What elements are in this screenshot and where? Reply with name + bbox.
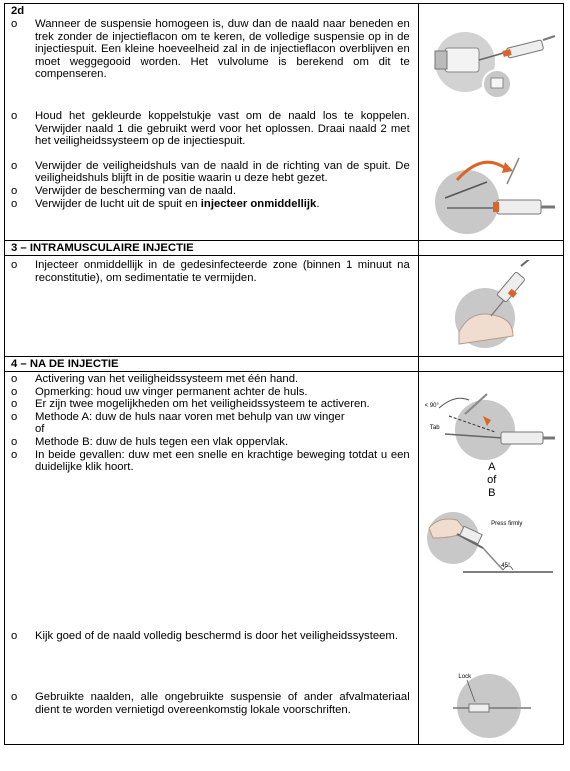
angle45-label: 45° — [501, 563, 511, 569]
list-item — [5, 411, 418, 424]
bullet-text-prefix: Verwijder de lucht uit de spuit en — [35, 197, 201, 210]
bullet-text: Gebruikte naalden, alle ongebruikte suspensie of ander afvalmateriaal dient te worden vernietigd overeenkomstig lokale voorschriften. — [35, 691, 410, 716]
section-4-row — [5, 372, 564, 745]
list-item — [5, 198, 418, 211]
list-item — [5, 160, 418, 185]
bullet-text: Activering van het veiligheidssysteem met één hand. — [35, 373, 299, 385]
bullet-text: Er zijn twee mogelijkheden om het veiligheidssysteem te activeren. — [35, 398, 370, 411]
bullet-text-suffix: . — [316, 197, 320, 210]
bullet-text: Houd het gekleurde koppelstukje vast om de naald los te koppelen. Verwijder naald 1 die gebruikt werd voor het oplossen. Draai naald 2 met het veiligheidssysteem op de injectiespuit. — [35, 109, 410, 148]
bullet-text-bold: injecteer onmiddellijk — [200, 197, 317, 210]
section-3-heading: 3 – INTRAMUSCULAIRE INJECTIE — [11, 242, 194, 254]
list-item — [5, 259, 418, 284]
method-a-illustration — [425, 386, 557, 462]
bullet-marker: o — [11, 385, 18, 398]
list-item — [5, 185, 418, 198]
bullet-marker: o — [11, 435, 18, 448]
bullet-marker: o — [11, 410, 18, 423]
bullet-marker: o — [11, 373, 18, 385]
injection-illustration — [439, 260, 543, 350]
list-item — [5, 449, 418, 474]
bullet-text: Opmerking: houd uw vinger permanent achter de huls. — [35, 385, 308, 398]
lock-label: Lock — [458, 674, 472, 680]
section-2d-images — [418, 4, 563, 241]
section-2d-text — [5, 4, 419, 241]
section-2d-row — [5, 4, 564, 241]
bullet-text: Methode A: duw de huls naar voren met behulp van uw vinger — [35, 410, 345, 423]
bullet-text: In beide gevallen: duw met een snelle en krachtige beweging totdat u een duidelijke klik hoort. — [35, 448, 410, 474]
bullet-marker: o — [11, 109, 18, 122]
list-item — [5, 373, 418, 386]
bullet-text: Kijk goed of de naald volledig beschermd is door het veiligheidssysteem. — [35, 629, 398, 642]
bullet-marker: o — [11, 448, 18, 461]
press-firmly-label: Press firmly — [491, 521, 523, 527]
bullet-text: Verwijder de veiligheidshuls van de naald in de richting van de spuit. De veiligheidshuls blijft in de positie waarin u deze hebt gezet. — [35, 159, 410, 185]
bullet-marker: o — [11, 184, 18, 197]
bullet-text: Wanneer de suspensie homogeen is, duw dan de naald naar beneden en trek zonder de injectieflacon om te keren, de volledige suspensie op in de injectiespuit. Een kleine hoeveelheid zal in de injectieflacon overblijven en moet weggegooid worden. Het vulvolume is berekend om dit te compenseren. — [35, 18, 410, 81]
or-line: of — [35, 423, 45, 436]
bullet-marker: o — [11, 691, 18, 704]
bullet-text: Verwijder de bescherming van de naald. — [35, 184, 236, 197]
angle-label: < 90° — [424, 403, 439, 409]
bullet-marker: o — [11, 629, 18, 642]
instruction-table — [4, 3, 564, 745]
bullet-text: Injecteer onmiddellijk in de gedesinfecteerde zone (binnen 1 minuut na reconstitutie), om sedimentatie te vermijden. — [35, 259, 410, 284]
section-4-heading: 4 – NA DE INJECTIE — [11, 358, 119, 370]
list-item — [5, 630, 418, 643]
tab-label: Tab — [429, 425, 440, 431]
bullet-marker: o — [11, 398, 18, 411]
method-or-label: of — [487, 474, 497, 486]
bullet-marker: o — [11, 159, 18, 172]
bullet-marker: o — [11, 18, 18, 30]
list-item — [5, 691, 418, 716]
section-3-heading-row — [5, 241, 564, 256]
method-a-label: A — [488, 461, 496, 473]
list-item — [5, 386, 418, 399]
vial-syringe-illustration — [427, 22, 557, 102]
list-item — [5, 110, 418, 148]
bullet-text: Methode B: duw de huls tegen een vlak oppervlak. — [35, 435, 289, 448]
bullet-marker: o — [11, 197, 18, 210]
section-3-row — [5, 256, 564, 357]
list-item — [5, 18, 418, 81]
section-2d-heading: 2d — [11, 5, 25, 17]
section-4-heading-row — [5, 357, 564, 372]
list-item — [5, 398, 418, 411]
list-item — [5, 436, 418, 449]
bullet-marker: o — [11, 259, 18, 271]
method-b-label: B — [488, 487, 496, 499]
safety-sleeve-illustration — [427, 152, 557, 238]
